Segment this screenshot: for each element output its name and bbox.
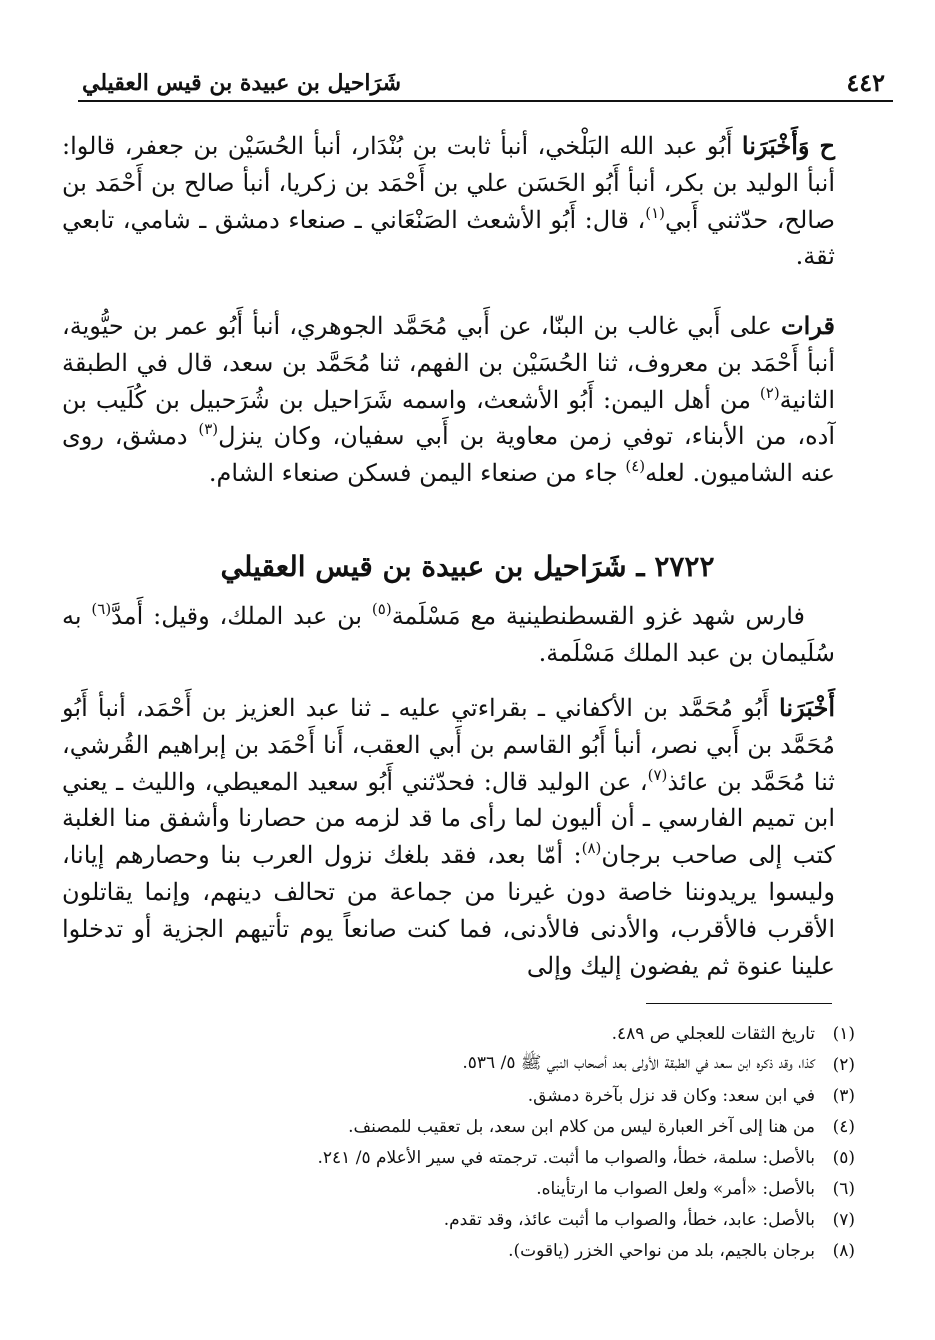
entry-title: ٢٧٢٢ ـ شَرَاحيل بن عبيدة بن قيس العقيلي [220,550,715,583]
footnote-ref[interactable]: (١) [645,203,666,222]
paragraph-lead: ح وَأَخْبَرَنا [741,131,835,160]
paragraph-text: ، قال: أَبُو الأشعث الصَنْعَاني ـ صنعاء دمشق ـ شامي، تابعي ثقة. [62,205,835,271]
footnote [62,1204,855,1235]
paragraph-text: على أَبي غالب بن البنّا، عن أَبي مُحَمَّد الجوهري، أنبأ أَبُو عمر بن حيُّوية، أنبأ أَحْمَد بن معروف، ثنا الحُسَيْن بن الفهم، ثنا مُحَمَّد بن سعد، قال في الطبقة الثانية [62,312,835,414]
paragraph-text: أَبُو مُحَمَّد بن الأكفاني ـ بقراءتي عليه ـ ثنا عبد العزيز بن أَحْمَد، أنبأ أَبُو مُحَمَّد بن أَبي نصر، أنبأ أَبُو القاسم بن أَبي العقب، أَنا أَحْمَد بن إبراهيم القُرشي، ثنا مُحَمَّد بن عائذ [62,694,835,796]
header-rule [78,100,893,102]
paragraph-isnad-1 [62,128,835,275]
footnote [62,1235,855,1266]
footnote-text: برجان بالجيم، بلد من نواحي الخزر (ياقوت). [508,1240,815,1261]
footnote-text: في ابن سعد: وكان قد نزل بآخرة دمشق. [527,1085,815,1106]
footnote-ref[interactable]: (٤) [625,457,646,476]
footnote-ref[interactable]: (٦) [91,600,112,618]
footnote [62,1018,855,1049]
footnote [62,1049,855,1080]
footnote-ref[interactable]: (٣) [198,420,219,439]
paragraph-entry-intro [62,598,835,672]
footnote-number: (٧) [832,1209,855,1230]
footnote-number: (٨) [832,1240,855,1261]
paragraph-text: جاء من صنعاء اليمن فسكن صنعاء الشام. [208,459,626,488]
footnote-text: بالأصل: سلمة، خطأ، والصواب ما أثبت. ترجمته في سير الأعلام ٥/ ٢٤١. [317,1147,815,1168]
footnotes [62,1018,855,1266]
footnote-separator [646,1003,832,1004]
footnote-text: بالأصل: «أمر» ولعل الصواب ما ارتأيناه. [536,1178,815,1199]
footnote-ref[interactable]: (٥) [371,600,392,618]
footnote-ref[interactable]: (٢) [759,383,780,402]
paragraph-lead: قرات [781,311,835,340]
footnote [62,1080,855,1111]
footnote [62,1111,855,1142]
paragraph-text: بن عبد الملك، وقيل: أَمدَّ [111,602,372,630]
page-header [78,58,893,102]
footnote-number: (٢) [832,1054,855,1075]
footnote-number: (٤) [832,1116,855,1137]
paragraph-isnad-3 [62,690,835,984]
paragraph-text: ، عن الوليد قال: فحدّثني أَبُو سعيد المعيطي، والليث ـ يعني ابن تميم الفارسي ـ أن أليون لما رأى ما قد لزمه من حصارنا وأشفق منا الغلبة كتب إلى صاحب برجان [62,767,835,870]
running-title: شَرَاحيل بن عبيدة بن قيس العقيلي [82,70,402,96]
footnote [62,1173,855,1204]
paragraph-text: به سُلَيمان بن عبد الملك مَسْلَمة. [62,602,835,667]
paragraph-text: : أمّا بعد، فقد بلغك نزول العرب بنا وحصارهم إيانا، وليسوا يريدوننا خاصة دون غيرنا من جماعة من تحالف دينهم، وإنما يقاتلون الأقرب فالأقرب، والأدنى فالأدنى، فما كنت صانعاً يوم تأتيهم الجزية أو تدخلوا علينا عنوة ثم يفضون إليك وإلى [62,841,836,980]
paragraph-text: أَبُو عبد الله البَلْخي، أنبأ ثابت بن بُنْدَار، أنبأ الحُسَيْن بن جعفر، قالوا: أنبأ الوليد بن بكر، أنبأ أَبُو الحَسَن علي بن أَحْمَد بن زكريا، أنبأ صالح بن أَحْمَد بن صالح، حدّثني أَبي [62,132,835,234]
footnote-number: (٣) [832,1085,855,1106]
paragraph-text: من أهل اليمن: أَبُو الأشعث، واسمه شَرَاحيل بن شُرَحبيل بن كُلَيب بن آده، من الأبناء، توفي زمن معاوية بن أَبي سفيان، وكان ينزل [62,385,835,451]
footnote [62,1142,855,1173]
footnote-ref[interactable]: (٧) [647,765,668,784]
footnote-number: (٦) [832,1178,855,1199]
footnote-number: (٥) [832,1147,855,1168]
footnote-ref[interactable]: (٨) [581,839,602,858]
footnote-text: تاريخ الثقات للعجلي ص ٤٨٩. [611,1023,815,1044]
footnote-text: من هنا إلى آخر العبارة ليس من كلام ابن سعد، بل تعقيب للمصنف. [348,1116,815,1137]
footnote-text: كذا، وقد ذكره ابن سعد في الطبقة الأولى بعد أصحاب النبي ﷺ ٥/ ٥٣٦. [462,1053,815,1073]
footnote-number: (١) [832,1023,855,1044]
paragraph-lead: أَخْبَرَنا [779,693,835,722]
paragraph-text: دمشق، روى عنه الشاميون. لعله [62,422,835,488]
paragraph-isnad-2 [62,308,835,492]
footnote-text: بالأصل: عابد، خطأ، والصواب ما أثبت عائذ، وقد تقدم. [443,1209,815,1230]
paragraph-text: فارس شهد غزو القسطنطينية مع مَسْلَمة [391,602,805,630]
page-number: ٤٤٢ [846,68,885,97]
